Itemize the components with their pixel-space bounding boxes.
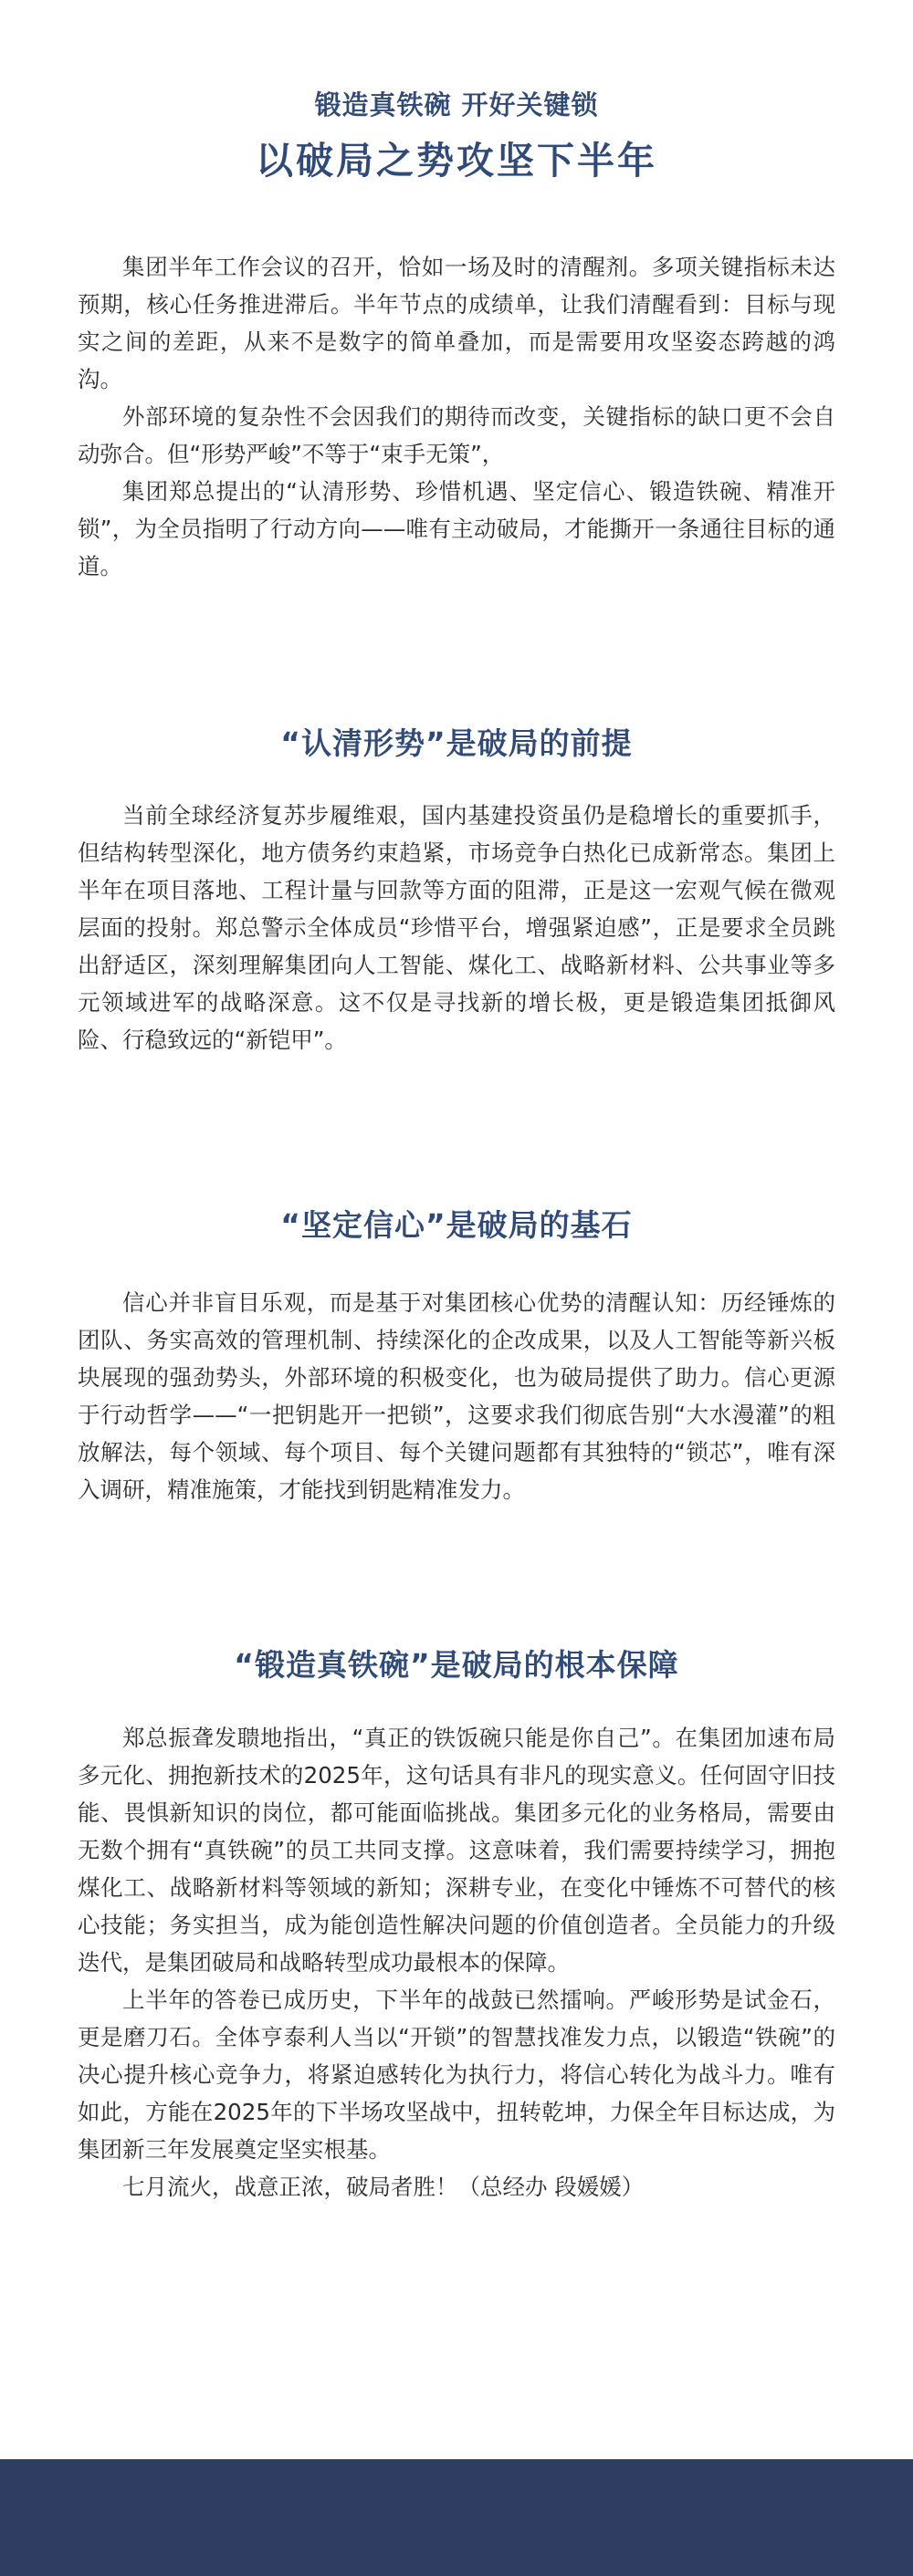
section-paragraph: 当前全球经济复苏步履维艰，国内基建投资虽仍是稳增长的重要抓手，但结构转型深化，地方债务约束趋紧，市场竞争白热化已成新常态。集团上半年在项目落地、工程计量与回款等方面的阻滞，正是这一宏观气候在微观层面的投射。郑总警示全体成员“珍惜平台，增强紧迫感”，正是要求全员跳出舒适区，深刻理解集团向人工智能、煤化工、战略新材料、公共事业等多元领域进军的战略深意。这不仅是寻找新的增长极，更是锻造集团抵御风险、行稳致远的“新铠甲”。	[78, 802, 835, 1053]
section-paragraph: 信心并非盲目乐观，而是基于对集团核心优势的清醒认知：历经锤炼的团队、务实高效的管理机制、持续深化的企改成果，以及人工智能等新兴板块展现的强劲势头，外部环境的积极变化，也为破局提供了助力。信心更源于行动哲学——“一把钥匙开一把锁”，这要求我们彻底告别“大水漫灌”的粗放解法，每个领域、每个项目、每个关键问题都有其独特的“锁芯”，唯有深入调研，精准施策，才能找到钥匙精准发力。	[78, 1289, 835, 1503]
section-heading-confidence: “坚定信心”是破局的基石	[280, 1207, 633, 1243]
article-title: 以破局之势攻坚下半年	[256, 139, 657, 183]
intro-block	[78, 248, 835, 585]
section-heading-situation: “认清形势”是破局的前提	[280, 725, 633, 761]
section-body-situation	[78, 797, 835, 1059]
intro-paragraph-3: 集团郑总提出的“认清形势、珍惜机遇、坚定信心、锻造铁碗、精准开锁”，为全员指明了行动方向——唯有主动破局，才能撕开一条通往目标的通道。	[78, 478, 835, 579]
intro-paragraph-1: 集团半年工作会议的召开，恰如一场及时的清醒剂。多项关键指标未达预期，核心任务推进滞后。半年节点的成绩单，让我们清醒看到：目标与现实之间的差距，从来不是数字的简单叠加，而是需要用攻坚姿态跨越的鸿沟。	[78, 254, 835, 392]
section-body-confidence	[78, 1284, 835, 1508]
footer-band	[0, 2459, 913, 2576]
section-heading-iron-bowl: “锻造真铁碗”是破局的根本保障	[234, 1647, 679, 1683]
article-subtitle: 锻造真铁碗 开好关键锁	[314, 89, 599, 120]
section-paragraph: 上半年的答卷已成历史，下半年的战鼓已然擂响。严峻形势是试金石，更是磨刀石。全体亨泰利人当以“开锁”的智慧找准发力点，以锻造“铁碗”的决心提升核心竞争力，将紧迫感转化为执行力，将信心转化为战斗力。唯有如此，方能在2025年的下半场攻坚战中，扭转乾坤，力保全年目标达成，为集团新三年发展奠定坚实根基。	[78, 1987, 835, 2163]
intro-paragraph-2: 外部环境的复杂性不会因我们的期待而改变，关键指标的缺口更不会自动弥合。但“形势严峻”不等于“束手无策”，	[78, 403, 835, 467]
section-body-iron-bowl	[78, 1719, 835, 2206]
closing-line: 七月流火，战意正浓，破局者胜！（总经办 段媛媛）	[122, 2174, 645, 2200]
section-paragraph: 郑总振聋发聩地指出，“真正的铁饭碗只能是你自己”。在集团加速布局多元化、拥抱新技术的2025年，这句话具有非凡的现实意义。任何固守旧技能、畏惧新知识的岗位，都可能面临挑战。集团多元化的业务格局，需要由无数个拥有“真铁碗”的员工共同支撑。这意味着，我们需要持续学习，拥抱煤化工、战略新材料等领域的新知；深耕专业，在变化中锤炼不可替代的核心技能；务实担当，成为能创造性解决问题的价值创造者。全员能力的升级迭代，是集团破局和战略转型成功最根本的保障。	[78, 1725, 835, 1976]
article-header	[0, 87, 913, 185]
